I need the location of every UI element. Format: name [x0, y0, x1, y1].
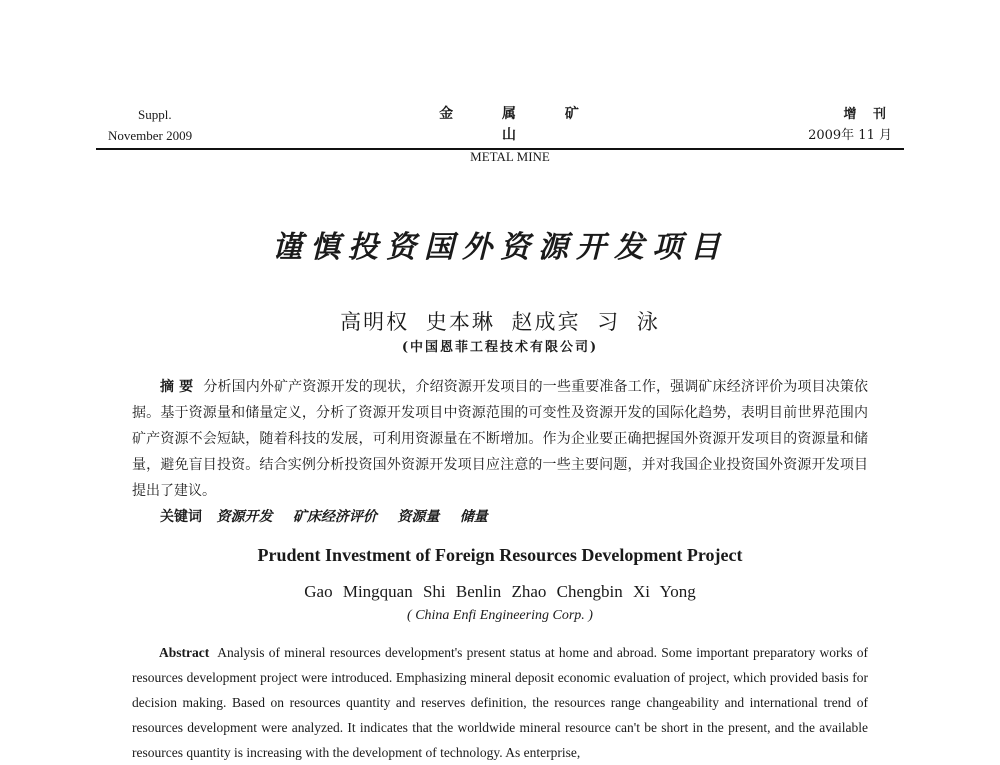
keyword-item: 储量 [459, 509, 488, 525]
paper-title-cn: 谨慎投资国外资源开发项目 [272, 230, 728, 265]
keywords-cn [160, 506, 504, 526]
authors-cn: 高明权 史本琳 赵成宾 习 泳 [340, 310, 660, 334]
header-right [808, 104, 892, 146]
header-rule [96, 148, 904, 150]
abstract-en-label: Abstract [159, 645, 210, 660]
header-center [420, 104, 600, 167]
header-left [108, 104, 192, 146]
abstract-en-text: Analysis of mineral resources development's present status at home and abroad. Some important preparatory works of resources development project were introduced. Emphasizing mineral deposit economic evaluation of project, which provided basis for decision making. Based on resources quantity and reserves definition, the resources range changeability and international trend of resources development were analyzed. It indicates that the worldwide mineral resource can't be short in the present, and the available resources quantity is increasing with the development of technology. As enterprise, [132, 645, 868, 760]
header-supplement-cn: 增 刊 [843, 107, 892, 122]
authors-en: Gao Mingquan Shi Benlin Zhao Chengbin Xi Yong [304, 582, 696, 601]
paper-title-en: Prudent Investment of Foreign Resources Development Project [257, 545, 743, 565]
abstract-cn-label: 摘 要 [160, 379, 194, 395]
keyword-item: 资源量 [397, 509, 440, 525]
abstract-en [132, 640, 868, 765]
journal-name-en: METAL MINE [470, 149, 550, 164]
affiliation-en: ( China Enfi Engineering Corp. ) [407, 608, 593, 623]
header-suppl: Suppl. [138, 107, 172, 122]
affiliation-cn: (中国恩菲工程技术有限公司) [401, 340, 599, 355]
header-date-cn: 2009年 11 月 [808, 128, 892, 143]
abstract-cn-text: 分析国内外矿产资源开发的现状，介绍资源开发项目的一些重要准备工作，强调矿床经济评价为项目决策依据。基于资源量和储量定义，分析了资源开发项目中资源范围的可变性及资源开发的国际化趋势，表明目前世界范围内矿产资源不会短缺，随着科技的发展，可利用资源量在不断增加。作为企业要正确把握国外资源开发项目的资源量和储量，避免盲目投资。结合实例分析投资国外资源开发项目应注意的一些主要问题，并对我国企业投资国外资源开发项目提出了建议。 [132, 379, 868, 499]
keyword-item: 资源开发 [216, 509, 273, 525]
keyword-item: 矿床经济评价 [292, 509, 377, 525]
journal-name-cn: 金 属 矿 山 [439, 106, 581, 143]
header-date-en: November 2009 [108, 128, 193, 143]
keywords-cn-label: 关键词 [160, 509, 202, 525]
abstract-cn [132, 374, 868, 504]
